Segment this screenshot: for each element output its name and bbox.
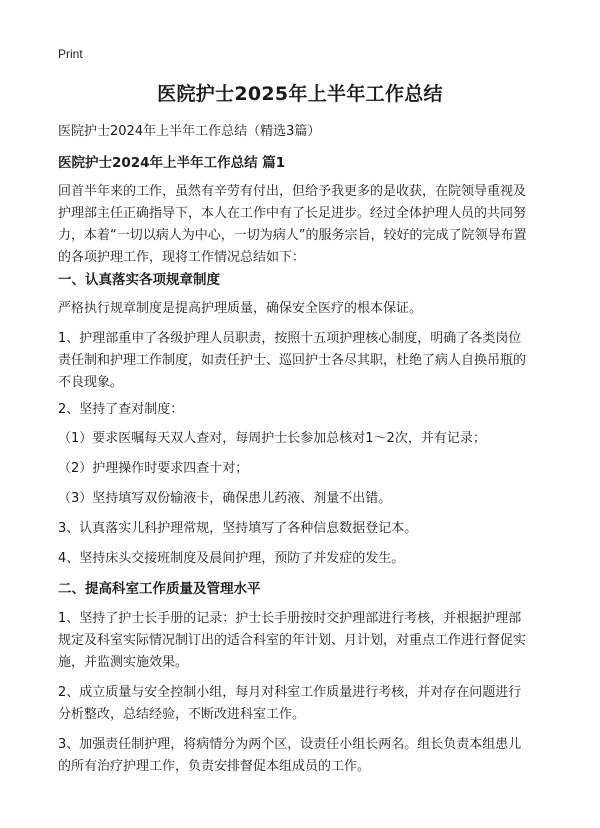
list-item-line: 1、坚持了护士长手册的记录：护士长手册按时交护理部进行考核，并根据护理部	[58, 611, 522, 626]
section-heading: 二、提高科室工作质量及管理水平	[58, 581, 261, 597]
list-item: 3、认真落实儿科护理常规，坚持填写了各种信息数据登记本。	[58, 521, 418, 536]
list-item-line: 施，并监测实施效果。	[58, 655, 189, 670]
list-item-line: 分析整改，总结经验，不断改进科室工作。	[58, 707, 306, 722]
list-item: 4、坚持床头交接班制度及晨间护理，预防了并发症的发生。	[58, 551, 405, 566]
sub-item: （1）要求医嘱每天双人查对，每周护士长参加总核对1～2次，并有记录；	[58, 431, 486, 446]
sub-item: （3）坚持填写双份输液卡，确保患儿药液、剂量不出错。	[58, 491, 392, 506]
section-lead: 严格执行规章制度是提高护理质量，确保安全医疗的根本保证。	[58, 301, 423, 316]
print-link[interactable]: Print	[58, 47, 83, 61]
list-item-line: 责任制和护理工作制度，如责任护士、巡回护士各尽其职，杜绝了病人自换吊瓶的	[58, 353, 527, 368]
list-item-line: 3、加强责任制护理，将病情分为两个区，设责任小组长两名。组长负责本组患儿	[58, 737, 522, 752]
list-item-line: 的所有治疗护理工作，负责安排督促本组成员的工作。	[58, 759, 371, 774]
intro-line: 的各项护理工作，现将工作情况总结如下：	[58, 250, 306, 265]
intro-line: 回首半年来的工作，虽然有辛劳有付出，但给予我更多的是收获，在院领导重视及	[58, 184, 527, 199]
section-heading: 一、认真落实各项规章制度	[58, 272, 220, 288]
list-item-line: 2、成立质量与安全控制小组，每月对科室工作质量进行考核，并对存在问题进行	[58, 685, 522, 700]
part-heading: 医院护士2024年上半年工作总结 篇1	[58, 155, 286, 171]
intro-line: 力，本着“一切以病人为中心，一切为病人”的服务宗旨，较好的完成了院领导布置	[58, 228, 527, 243]
intro-line: 护理部主任正确指导下，本人在工作中有了长足进步。经过全体护理人员的共同努	[58, 206, 527, 221]
list-item-line: 规定及科室实际情况制订出的适合科室的年计划、月计划，对重点工作进行督促实	[58, 633, 527, 648]
sub-item: （2）护理操作时要求四查十对；	[58, 461, 249, 476]
document-subtitle: 医院护士2024年上半年工作总结（精选3篇）	[58, 124, 321, 139]
list-item-line: 不良现象。	[58, 375, 124, 390]
page-title: 医院护士2025年上半年工作总结	[157, 83, 443, 105]
list-item: 2、坚持了查对制度：	[58, 402, 184, 417]
list-item-line: 1、护理部重申了各级护理人员职责，按照十五项护理核心制度，明确了各类岗位	[58, 331, 522, 346]
